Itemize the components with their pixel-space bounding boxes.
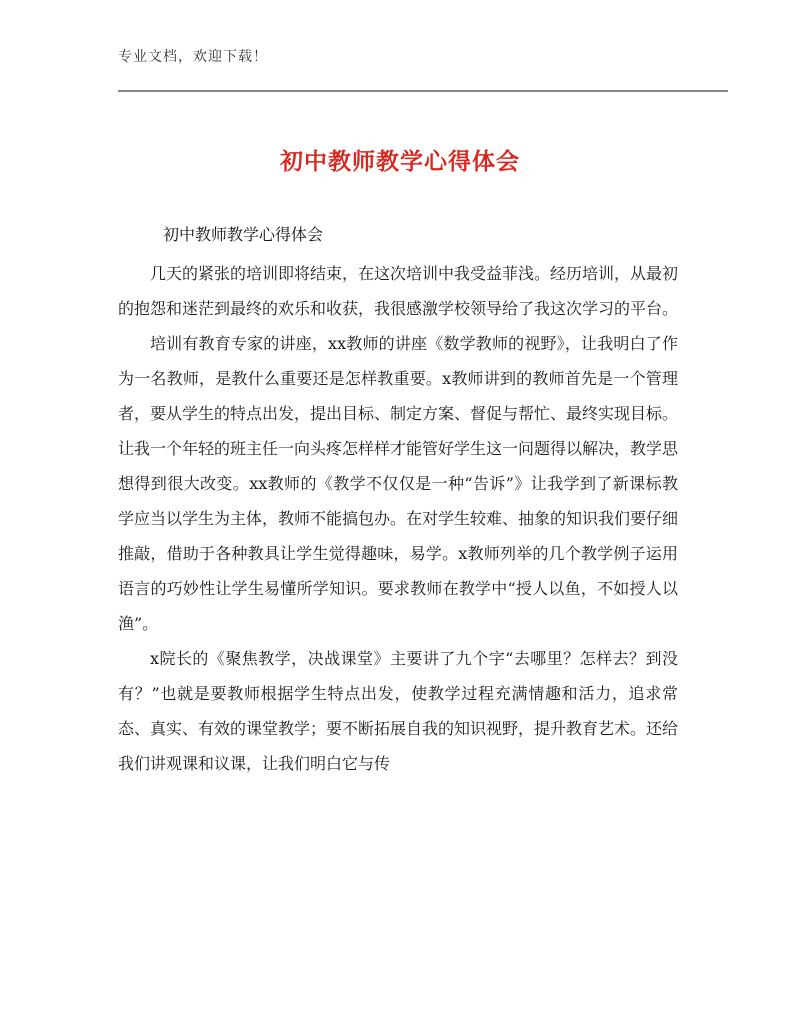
header-note: 专业文档，欢迎下载！ — [118, 49, 268, 65]
header-divider — [118, 90, 728, 92]
paragraph: x院长的《聚焦教学，决战课堂》主要讲了九个字“去哪里？怎样去？到没有？”也就是要教师根据学生特点出发，使教学过程充满情趣和活力，追求常态、真实、有效的课堂教学；要不断拓展自我的知识视野，提升教育艺术。还给我们讲观课和议课，让我们明白它与传 — [118, 649, 679, 773]
document-body — [118, 256, 678, 781]
paragraph: 几天的紧张的培训即将结束，在这次培训中我受益菲浅。经历培训，从最初的抱怨和迷茫到最终的欢乐和收获，我很感激学校领导给了我这次学习的平台。 — [118, 264, 679, 318]
document-subtitle: 初中教师教学心得体会 — [163, 225, 324, 244]
document-title: 初中教师教学心得体会 — [280, 149, 520, 175]
paragraph: 培训有教育专家的讲座，xx教师的讲座《数学教师的视野》，让我明白了作为一名教师，是教什么重要还是怎样教重要。x教师讲到的教师首先是一个管理者，要从学生的特点出发，提出目标、制定方案、督促与帮忙、最终实现目标。让我一个年轻的班主任一向头疼怎样样才能管好学生这一问题得以解决，教学思想得到很大改变。xx教师的《教学不仅仅是一种“告诉”》让我学到了新课标教学应当以学生为主体，教师不能搞包办。在对学生较难、抽象的知识我们要仔细推敲，借助于各种教具让学生觉得趣味，易学。x教师列举的几个教学例子运用语言的巧妙性让学生易懂所学知识。要求教师在教学中“授人以鱼，不如授人以渔”。 — [118, 334, 679, 633]
